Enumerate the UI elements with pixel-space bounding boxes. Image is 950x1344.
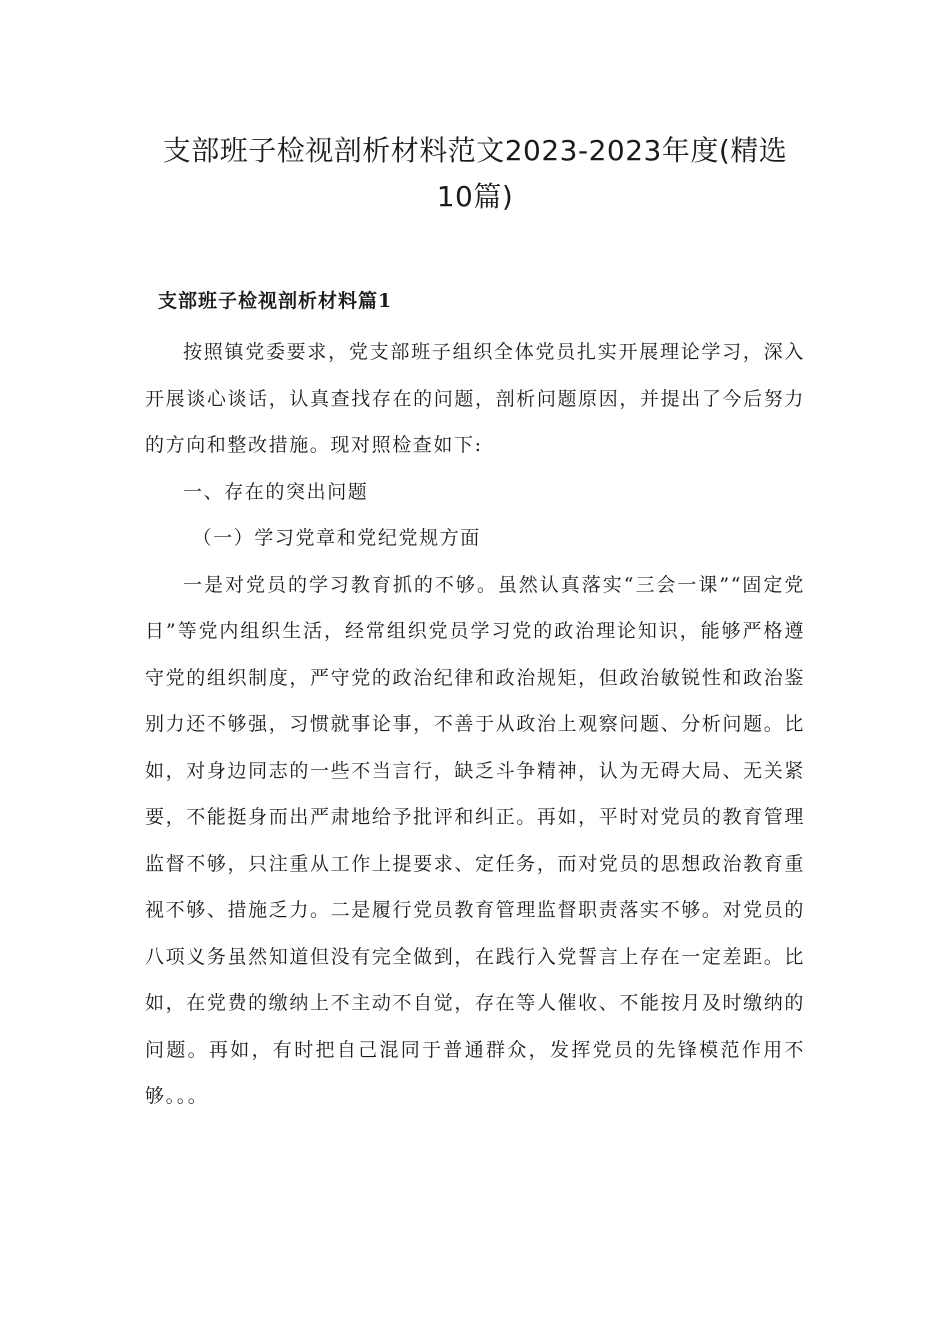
intro-paragraph: 按照镇党委要求，党支部班子组织全体党员扎实开展理论学习，深入开展谈心谈话，认真查找存在的问题，剖析问题原因，并提出了今后努力的方向和整改措施。现对照检查如下: [145, 341, 805, 456]
document-title: 支部班子检视剖析材料范文2023-2023年度(精选10篇) [162, 134, 788, 213]
document-body [145, 329, 805, 1120]
heading-level-1: 一、存在的突出问题 [183, 480, 369, 503]
body-paragraph: 一是对党员的学习教育抓的不够。虽然认真落实“三会一课”“固定党日”等党内组织生活，经常组织党员学习党的政治理论知识，能够严格遵守党的组织制度，严守党的政治纪律和政治规矩，但政治敏锐性和政治鉴别力还不够强，习惯就事论事，不善于从政治上观察问题、分析问题。比如，对身边同志的一些不当言行，缺乏斗争精神，认为无碍大局、无关紧要，不能挺身而出严肃地给予批评和纠正。再如，平时对党员的教育管理监督不够，只注重从工作上提要求、定任务，而对党员的思想政治教育重视不够、措施乏力。二是履行党员教育管理监督职责落实不够。对党员的八项义务虽然知道但没有完全做到，在践行入党誓言上存在一定差距。比如，在党费的缴纳上不主动不自觉，存在等人催收、不能按月及时缴纳的问题。再如，有时把自己混同于普通群众，发挥党员的先锋模范作用不够。。。 [145, 573, 805, 1107]
heading-level-2: （一）学习党章和党纪党规方面 [192, 527, 481, 549]
section-heading: 支部班子检视剖析材料篇1 [158, 290, 393, 312]
